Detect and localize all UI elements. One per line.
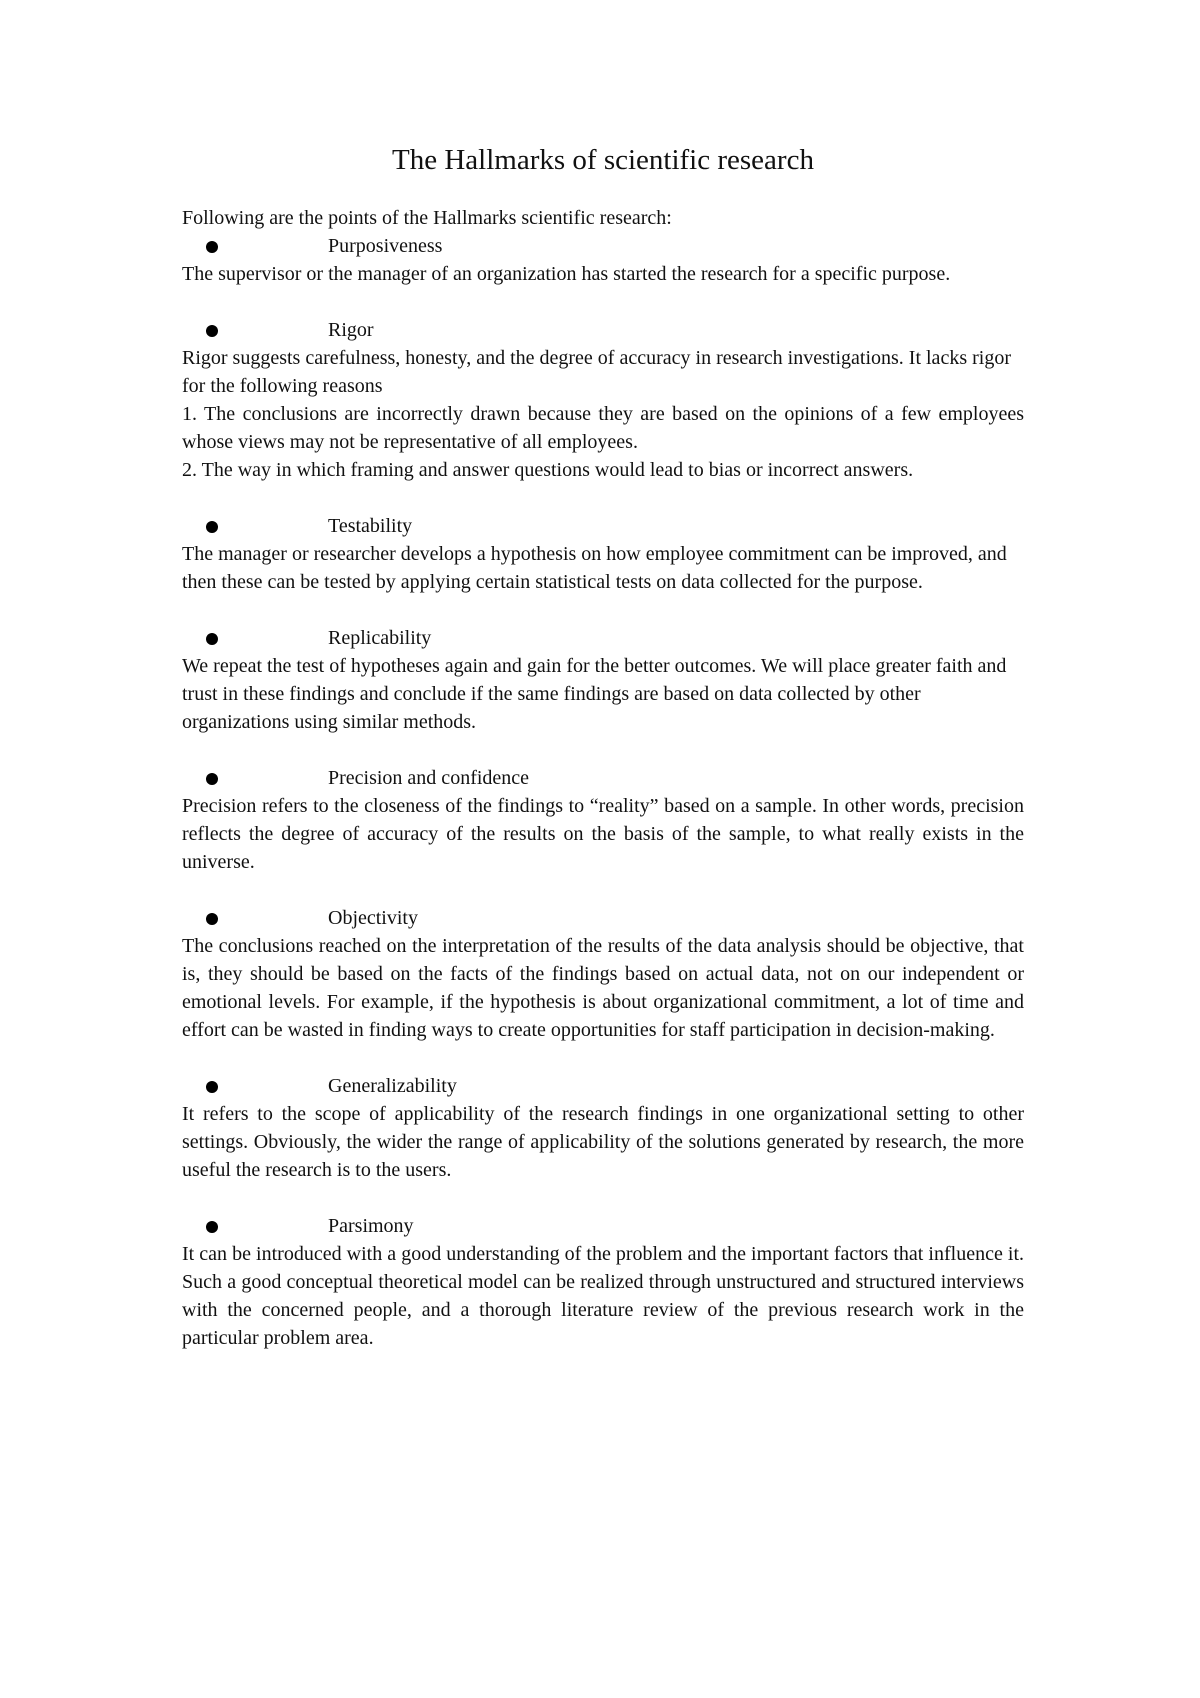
bullet-item [182, 904, 1024, 932]
bullet-dot-icon [206, 1221, 218, 1233]
section-objectivity [182, 904, 1024, 1044]
section-replicability [182, 624, 1024, 736]
intro-text: Following are the points of the Hallmarks scientific research: [182, 206, 672, 229]
section-paragraph: 2. The way in which framing and answer questions would lead to bias or incorrect answers. [182, 458, 914, 481]
section-heading: Parsimony [328, 1214, 414, 1237]
bullet-item [182, 512, 1024, 540]
bullet-dot-icon [206, 913, 218, 925]
section-heading: Purposiveness [328, 234, 443, 257]
section-testability [182, 512, 1024, 596]
bullet-item [182, 624, 1024, 652]
section-paragraph: We repeat the test of hypotheses again and gain for the better outcomes. We will place greater faith and trust in these findings and conclude if the same findings are based on data collected by other organizations using similar methods. [182, 654, 1007, 733]
section-paragraph: Precision refers to the closeness of the findings to “reality” based on a sample. In other words, precision reflects the degree of accuracy of the results on the basis of the sample, to what really exists in the universe. [182, 794, 1024, 873]
section-heading: Objectivity [328, 906, 418, 929]
bullet-item [182, 316, 1024, 344]
document-page [182, 142, 1024, 1352]
section-paragraph: It can be introduced with a good understanding of the problem and the important factors that influence it. Such a good conceptual theoretical model can be realized through unstructured and structured interviews with the concerned people, and a thorough literature review of the previous research work in the particular problem area. [182, 1242, 1024, 1349]
document-title: The Hallmarks of scientific research [392, 144, 814, 176]
bullet-item [182, 232, 1024, 260]
section-generalizability [182, 1072, 1024, 1184]
section-heading: Testability [328, 514, 413, 537]
bullet-item [182, 1072, 1024, 1100]
section-purposiveness [182, 232, 1024, 288]
section-heading: Replicability [328, 626, 432, 649]
bullet-dot-icon [206, 521, 218, 533]
section-paragraph: The conclusions reached on the interpretation of the results of the data analysis should be objective, that is, they should be based on the facts of the findings based on actual data, not on our independent or emotional levels. For example, if the hypothesis is about organizational commitment, a lot of time and effort can be wasted in finding ways to create opportunities for staff participation in decision-making. [182, 934, 1024, 1041]
section-precision-and-confidence [182, 764, 1024, 876]
section-heading: Rigor [328, 318, 374, 341]
section-paragraph: 1. The conclusions are incorrectly drawn because they are based on the opinions of a few employees whose views may not be representative of all employees. [182, 402, 1024, 453]
section-parsimony [182, 1212, 1024, 1352]
bullet-dot-icon [206, 1081, 218, 1093]
bullet-item [182, 1212, 1024, 1240]
section-paragraph: It refers to the scope of applicability of the research findings in one organizational setting to other settings. Obviously, the wider the range of applicability of the solutions generated by research, the more useful the research is to the users. [182, 1102, 1024, 1181]
section-heading: Generalizability [328, 1074, 457, 1097]
section-paragraph: Rigor suggests carefulness, honesty, and the degree of accuracy in research investigations. It lacks rigor for the following reasons [182, 346, 1011, 397]
bullet-dot-icon [206, 633, 218, 645]
bullet-item [182, 764, 1024, 792]
bullet-dot-icon [206, 773, 218, 785]
section-heading: Precision and confidence [328, 766, 530, 789]
bullet-dot-icon [206, 241, 218, 253]
section-paragraph: The manager or researcher develops a hypothesis on how employee commitment can be improved, and then these can be tested by applying certain statistical tests on data collected for the purpose. [182, 542, 1007, 593]
section-rigor [182, 316, 1024, 484]
section-paragraph: The supervisor or the manager of an organization has started the research for a specific purpose. [182, 262, 951, 285]
bullet-dot-icon [206, 325, 218, 337]
